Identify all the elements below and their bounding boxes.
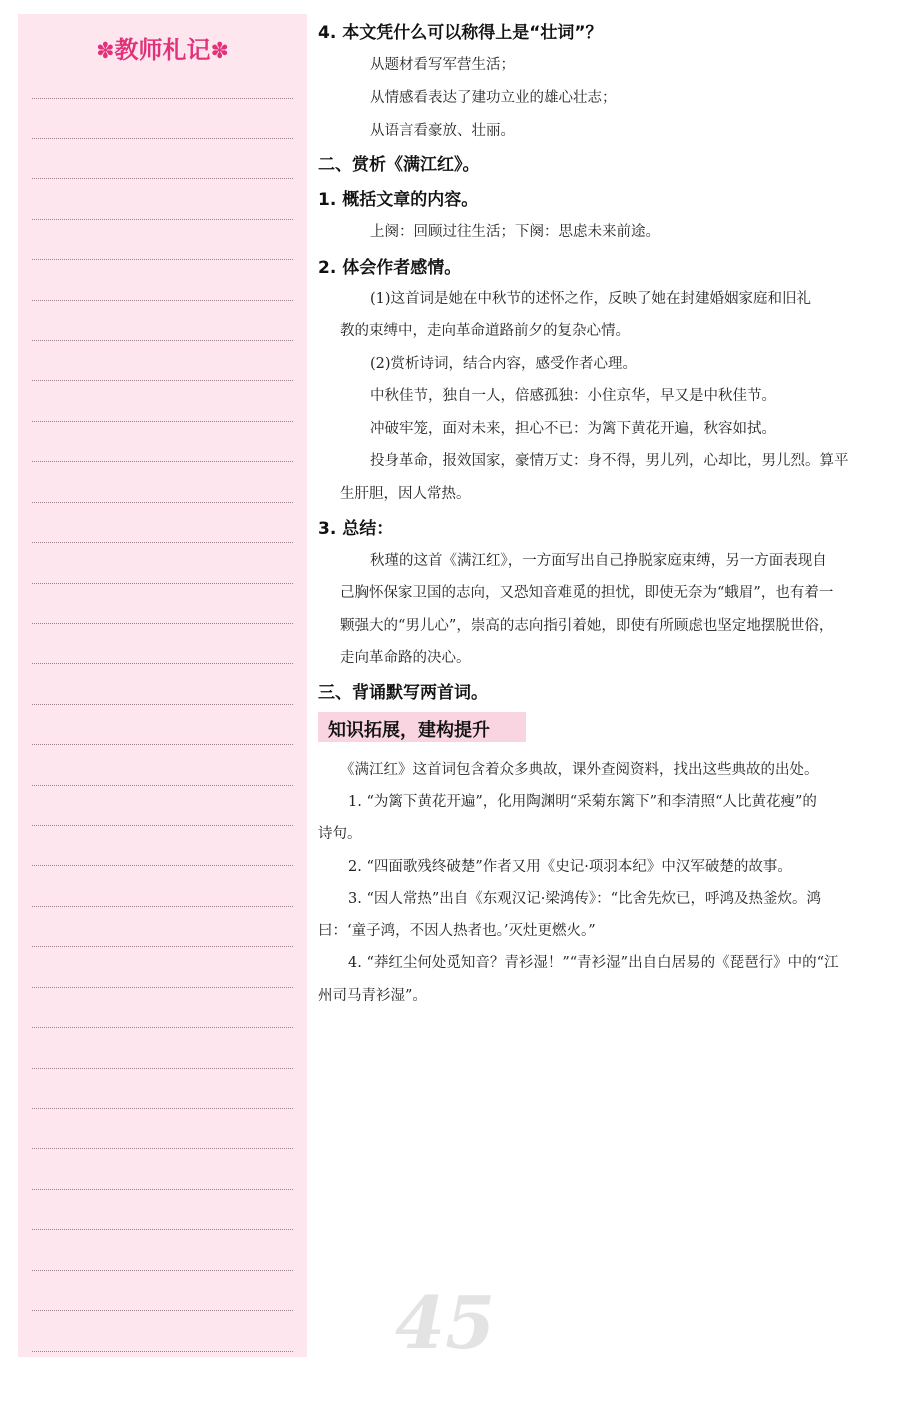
note-line [32,300,293,301]
note-line [32,340,293,341]
subsection-1-heading: 1. 概括文章的内容。 [318,190,479,210]
question-4-heading: 4. 本文凭什么可以称得上是“壮词”？ [318,23,603,43]
paragraph-line: 冲破牢笼，面对未来，担心不已：为篱下黄花开遍，秋容如拭。 [370,421,776,437]
answer-line: 从题材看写军营生活； [370,57,515,73]
note-line [32,219,293,220]
paragraph-line: (1)这首词是她在中秋节的述怀之作，反映了她在封建婚姻家庭和旧礼 [370,291,812,307]
extension-item: 诗句。 [318,826,362,842]
paragraph-line: 投身革命，报效国家，豪情万丈：身不得，男儿列，心却比，男儿烈。算平 [370,453,849,469]
paragraph-line: 己胸怀保家卫国的志向，又恐知音难觅的担忧，即使无奈为“蛾眉”，也有着一 [340,585,834,601]
teacher-notes-title [18,30,307,65]
note-line [32,178,293,179]
note-line [32,1068,293,1069]
paragraph-line: 中秋佳节，独自一人，倍感孤独：小住京华，早又是中秋佳节。 [370,388,776,404]
extension-intro: 《满江红》这首词包含着众多典故，课外查阅资料，找出这些典故的出处。 [340,762,819,778]
paragraph-line: (2)赏析诗词，结合内容，感受作者心理。 [370,356,638,372]
note-line [32,704,293,705]
note-line [32,623,293,624]
note-line [32,987,293,988]
note-line [32,380,293,381]
extension-item: 1. “为篱下黄花开遍”，化用陶渊明“采菊东篱下”和李清照“人比黄花瘦”的 [348,794,817,810]
extension-item: 2. “四面歌残终破楚”作者又用《史记·项羽本纪》中汉军破楚的故事。 [348,859,792,875]
note-line [32,1270,293,1271]
extension-banner-text: 知识拓展，建构提升 [328,720,490,741]
note-line [32,1310,293,1311]
note-line [32,825,293,826]
extension-item: 4. “莽红尘何处觅知音？青衫湿！”“青衫湿”出自白居易的《琵琶行》中的“江 [348,955,839,971]
note-line [32,583,293,584]
note-line [32,663,293,664]
teacher-notes-panel [18,14,307,1357]
note-line [32,1229,293,1230]
note-line [32,1189,293,1190]
note-line [32,785,293,786]
note-line [32,1108,293,1109]
paragraph-line: 颗强大的“男儿心”，崇高的志向指引着她，即使有所顾虑也坚定地摆脱世俗， [340,618,834,634]
part-3-heading: 三、背诵默写两首词。 [318,683,488,703]
extension-item: 州司马青衫湿”。 [318,988,427,1004]
paragraph-line: 秋瑾的这首《满江红》，一方面写出自己挣脱家庭束缚，另一方面表现自 [370,553,827,569]
paragraph-line: 走向革命路的决心。 [340,650,471,666]
extension-banner [318,712,526,742]
note-line [32,542,293,543]
note-line [32,138,293,139]
flower-icon: ✽ [210,39,229,64]
answer-line: 从语言看豪放、壮丽。 [370,123,515,139]
note-line [32,421,293,422]
note-line [32,259,293,260]
extension-item: 曰：‘童子鸿，不因人热者也。’灭灶更燃火。” [318,923,596,939]
teacher-notes-title-text: 教师札记 [114,36,211,64]
note-line [32,1148,293,1149]
subsection-3-heading: 3. 总结： [318,519,394,539]
note-line [32,946,293,947]
answer-line: 上阕：回顾过往生活；下阕：思虑未来前途。 [370,224,660,240]
note-line [32,906,293,907]
subsection-2-heading: 2. 体会作者感情。 [318,258,462,278]
page-number: 45 [395,1280,496,1365]
note-line [32,744,293,745]
note-line [32,98,293,99]
note-line [32,865,293,866]
paragraph-line: 生肝胆，因人常热。 [340,486,471,502]
note-line [32,1351,293,1352]
paragraph-line: 教的束缚中，走向革命道路前夕的复杂心情。 [340,323,630,339]
note-line [32,502,293,503]
answer-line: 从情感看表达了建功立业的雄心壮志； [370,90,617,106]
part-2-heading: 二、赏析《满江红》。 [318,155,480,175]
extension-item: 3. “因人常热”出自《东观汉记·梁鸿传》：“比舍先炊已，呼鸿及热釜炊。鸿 [348,891,822,907]
note-line [32,461,293,462]
flower-icon: ✽ [96,39,115,64]
note-line [32,1027,293,1028]
